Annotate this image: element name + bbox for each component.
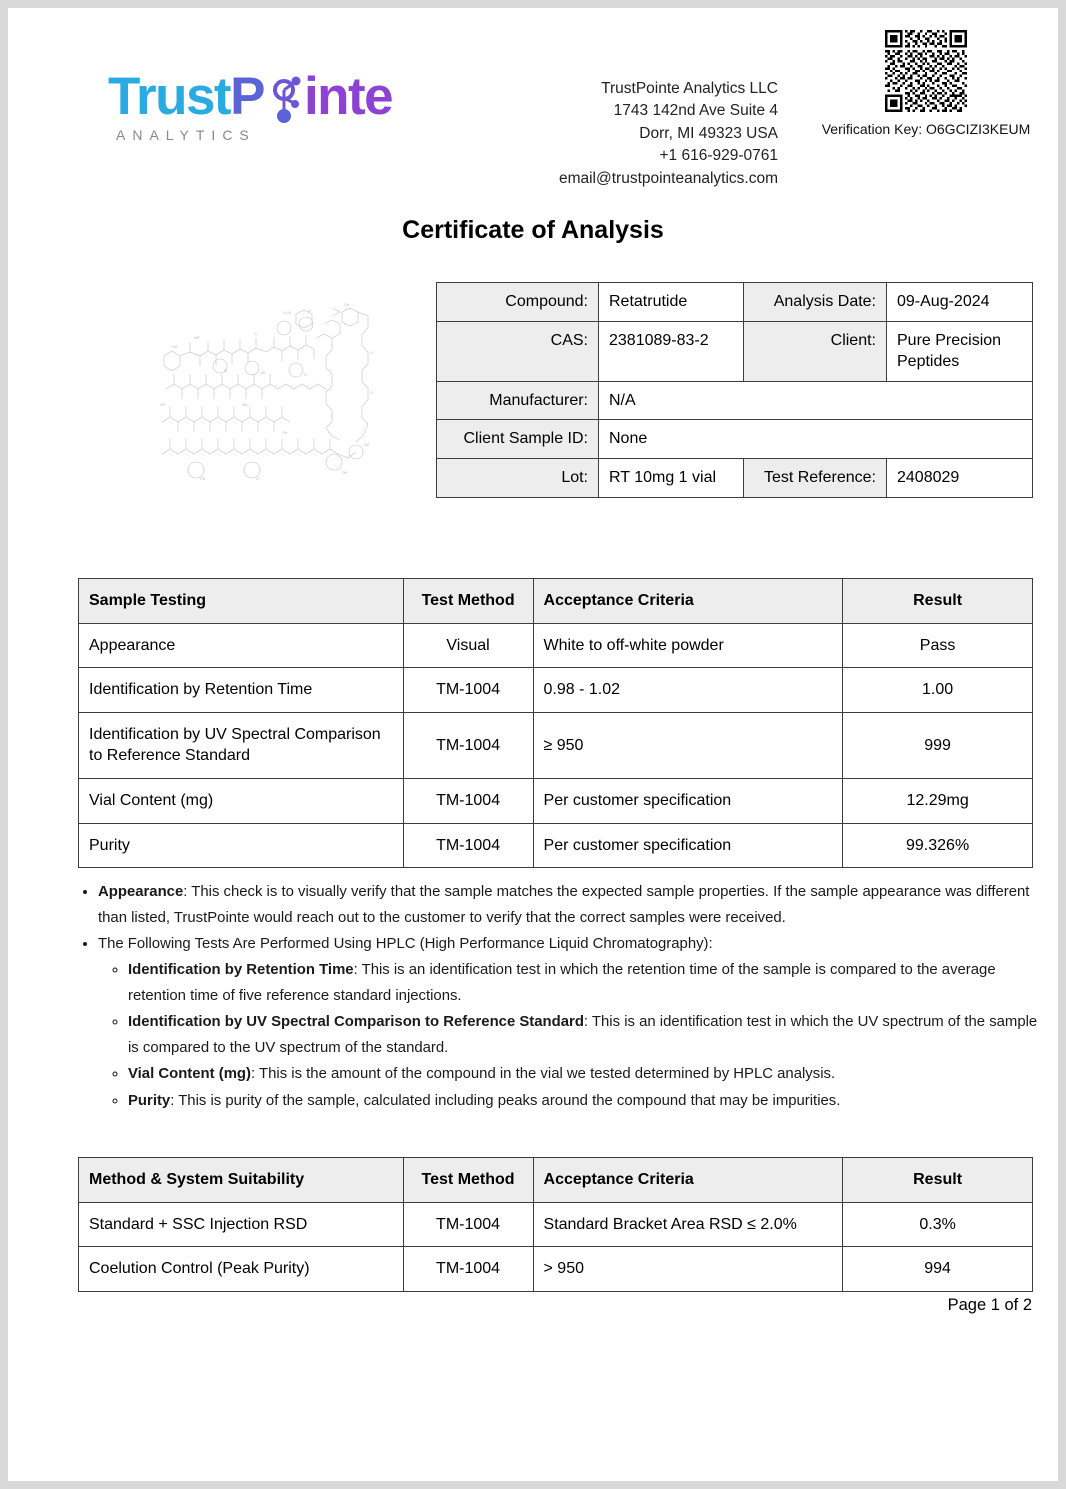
table-row: [79, 823, 1033, 868]
svg-text:O: O: [304, 373, 307, 377]
client-sample-id-value: None: [599, 420, 1033, 459]
svg-text:HO: HO: [160, 403, 166, 407]
page-footer: Page 1 of 2: [947, 1296, 1032, 1314]
note-text-uv-spectral: : This is an identification test in which the UV spectrum of the sample is compared to the UV spectrum of the standard.: [128, 1014, 1038, 1056]
company-address-line1: 1743 142nd Ave Suite 4: [613, 102, 778, 120]
col-header-result: Result: [843, 1158, 1033, 1203]
svg-text:H₂N: H₂N: [284, 311, 291, 315]
cas-value: 2381089-83-2: [599, 321, 744, 381]
logo-text-inte: inte: [303, 67, 393, 126]
note-appearance: [98, 880, 1038, 931]
cell-test-name: Appearance: [79, 623, 404, 668]
svg-text:OH: OH: [344, 303, 350, 307]
verification-block: [816, 30, 1036, 137]
svg-text:NH₂: NH₂: [242, 403, 249, 407]
note-text-retention-time: : This is an identification test in which the retention time of the sample is compared to the average retention time of five reference standard injections.: [128, 961, 996, 1004]
verification-key-label: Verification Key: O6GCIZI3KEUM: [821, 121, 1031, 137]
compound-structure-image: [156, 294, 386, 484]
cell-test-name: Identification by Retention Time: [79, 668, 404, 713]
sample-info-table: [436, 282, 1033, 498]
col-header-sample-testing: Sample Testing: [79, 579, 404, 624]
company-name: TrustPointe Analytics LLC: [601, 80, 778, 97]
testing-notes: [70, 880, 1038, 1116]
svg-text:O: O: [370, 391, 373, 395]
note-retention-time: [128, 958, 1038, 1009]
certificate-page: [8, 8, 1058, 1481]
svg-text:OH: OH: [282, 431, 288, 435]
col-header-acceptance-criteria: Acceptance Criteria: [533, 1158, 843, 1203]
cell-acceptance-criteria: ≥ 950: [533, 712, 843, 778]
table-row: [79, 712, 1033, 778]
qr-code-icon: [885, 30, 967, 112]
info-row-client-sample-id: [437, 420, 1033, 459]
test-reference-label: Test Reference:: [744, 458, 887, 497]
client-value: Pure Precision Peptides: [887, 321, 1033, 381]
manufacturer-label: Manufacturer:: [437, 381, 599, 420]
method-system-suitability-table: [78, 1157, 1033, 1292]
cell-test-method: TM-1004: [403, 823, 533, 868]
note-text-appearance: : This check is to visually verify that the sample matches the expected sample properties. If the sample appearance was different than listed, TrustPointe would reach out to the customer to verify that the correct samples were received.: [98, 884, 1030, 926]
svg-text:OH: OH: [342, 471, 348, 475]
table-row: [79, 668, 1033, 713]
manufacturer-value: N/A: [599, 381, 1033, 420]
company-phone: +1 616-929-0761: [659, 147, 778, 165]
note-term-uv-spectral: Identification by UV Spectral Comparison to Reference Standard: [128, 1014, 584, 1031]
cas-label: CAS:: [437, 321, 599, 381]
note-hplc-intro: [98, 932, 1038, 1114]
cell-test-method: TM-1004: [403, 712, 533, 778]
col-header-test-method: Test Method: [403, 579, 533, 624]
svg-text:O: O: [370, 351, 373, 355]
page-title: Certificate of Analysis: [402, 216, 664, 244]
table-row: [79, 1202, 1033, 1247]
lot-value: RT 10mg 1 vial: [599, 458, 744, 497]
cell-test-method: Visual: [403, 623, 533, 668]
col-header-method-suitability: Method & System Suitability: [79, 1158, 404, 1203]
company-email: email@trustpointeanalytics.com: [558, 169, 778, 187]
table-row: [79, 1247, 1033, 1292]
lot-label: Lot:: [437, 458, 599, 497]
cell-test-name: Standard + SSC Injection RSD: [79, 1202, 404, 1247]
logo-text-trust: Trust: [108, 67, 231, 126]
info-row-compound: [437, 283, 1033, 322]
company-contact-info: [438, 78, 778, 190]
info-row-lot: [437, 458, 1033, 497]
cell-acceptance-criteria: Standard Bracket Area RSD ≤ 2.0%: [533, 1202, 843, 1247]
cell-test-method: TM-1004: [403, 1202, 533, 1247]
cell-test-name: Vial Content (mg): [79, 778, 404, 823]
client-sample-id-label: Client Sample ID:: [437, 420, 599, 459]
cell-test-name: Identification by UV Spectral Comparison to Reference Standard: [79, 712, 404, 778]
cell-acceptance-criteria: Per customer specification: [533, 823, 843, 868]
table-row: [79, 778, 1033, 823]
analysis-date-label: Analysis Date:: [744, 283, 887, 322]
svg-text:O: O: [308, 309, 311, 313]
cell-result: 12.29mg: [843, 778, 1033, 823]
company-address-line2: Dorr, MI 49323 USA: [639, 124, 778, 142]
logo-wordmark: [108, 67, 458, 126]
table-row: [79, 623, 1033, 668]
table-header-row: [79, 579, 1033, 624]
cell-result: 1.00: [843, 668, 1033, 713]
cell-result: 99.326%: [843, 823, 1033, 868]
svg-text:O: O: [254, 332, 257, 336]
cell-result: 994: [843, 1247, 1033, 1292]
cell-acceptance-criteria: White to off-white powder: [533, 623, 843, 668]
col-header-acceptance-criteria: Acceptance Criteria: [533, 579, 843, 624]
svg-text:HO: HO: [364, 443, 370, 447]
cell-test-method: TM-1004: [403, 1247, 533, 1292]
cell-result: 0.3%: [843, 1202, 1033, 1247]
note-uv-spectral: [128, 1010, 1038, 1061]
note-vial-content: [128, 1062, 1038, 1088]
note-term-vial-content: Vial Content (mg): [128, 1066, 251, 1083]
note-text-vial-content: : This is the amount of the compound in the vial we tested determined by HPLC analysis.: [251, 1066, 836, 1083]
logo-subtitle: ANALYTICS: [116, 127, 256, 143]
note-purity: [128, 1089, 1038, 1115]
logo-text-p: P: [230, 67, 264, 126]
note-term-retention-time: Identification by Retention Time: [128, 961, 354, 978]
col-header-test-method: Test Method: [403, 1158, 533, 1203]
col-header-result: Result: [843, 579, 1033, 624]
analysis-date-value: 09-Aug-2024: [887, 283, 1033, 322]
info-row-cas: [437, 321, 1033, 381]
compound-value: Retatrutide: [599, 283, 744, 322]
svg-text:OH: OH: [260, 371, 266, 375]
note-term-appearance: Appearance: [98, 884, 184, 900]
svg-text:HO: HO: [172, 345, 178, 349]
cell-test-name: Coelution Control (Peak Purity): [79, 1247, 404, 1292]
cell-acceptance-criteria: 0.98 - 1.02: [533, 668, 843, 713]
cell-result: Pass: [843, 623, 1033, 668]
svg-text:O: O: [224, 369, 227, 373]
client-label: Client:: [744, 321, 887, 381]
cell-acceptance-criteria: > 950: [533, 1247, 843, 1292]
cell-acceptance-criteria: Per customer specification: [533, 778, 843, 823]
svg-text:NH: NH: [194, 336, 200, 340]
sample-testing-table: [78, 578, 1033, 868]
company-logo: [108, 67, 458, 143]
cell-test-name: Purity: [79, 823, 404, 868]
compound-label: Compound:: [437, 283, 599, 322]
cell-result: 999: [843, 712, 1033, 778]
svg-text:O: O: [256, 477, 259, 481]
svg-text:OH: OH: [200, 477, 206, 481]
note-term-purity: Purity: [128, 1093, 171, 1109]
cell-test-method: TM-1004: [403, 668, 533, 713]
info-row-manufacturer: [437, 381, 1033, 420]
note-text-hplc-intro: The Following Tests Are Performed Using HPLC (High Performance Liquid Chromatography):: [98, 936, 713, 953]
cell-test-method: TM-1004: [403, 778, 533, 823]
note-text-purity: : This is purity of the sample, calculated including peaks around the compound that may be impurities.: [170, 1093, 841, 1109]
test-reference-value: 2408029: [887, 458, 1033, 497]
table-header-row: [79, 1158, 1033, 1203]
document-header: [8, 8, 1058, 188]
